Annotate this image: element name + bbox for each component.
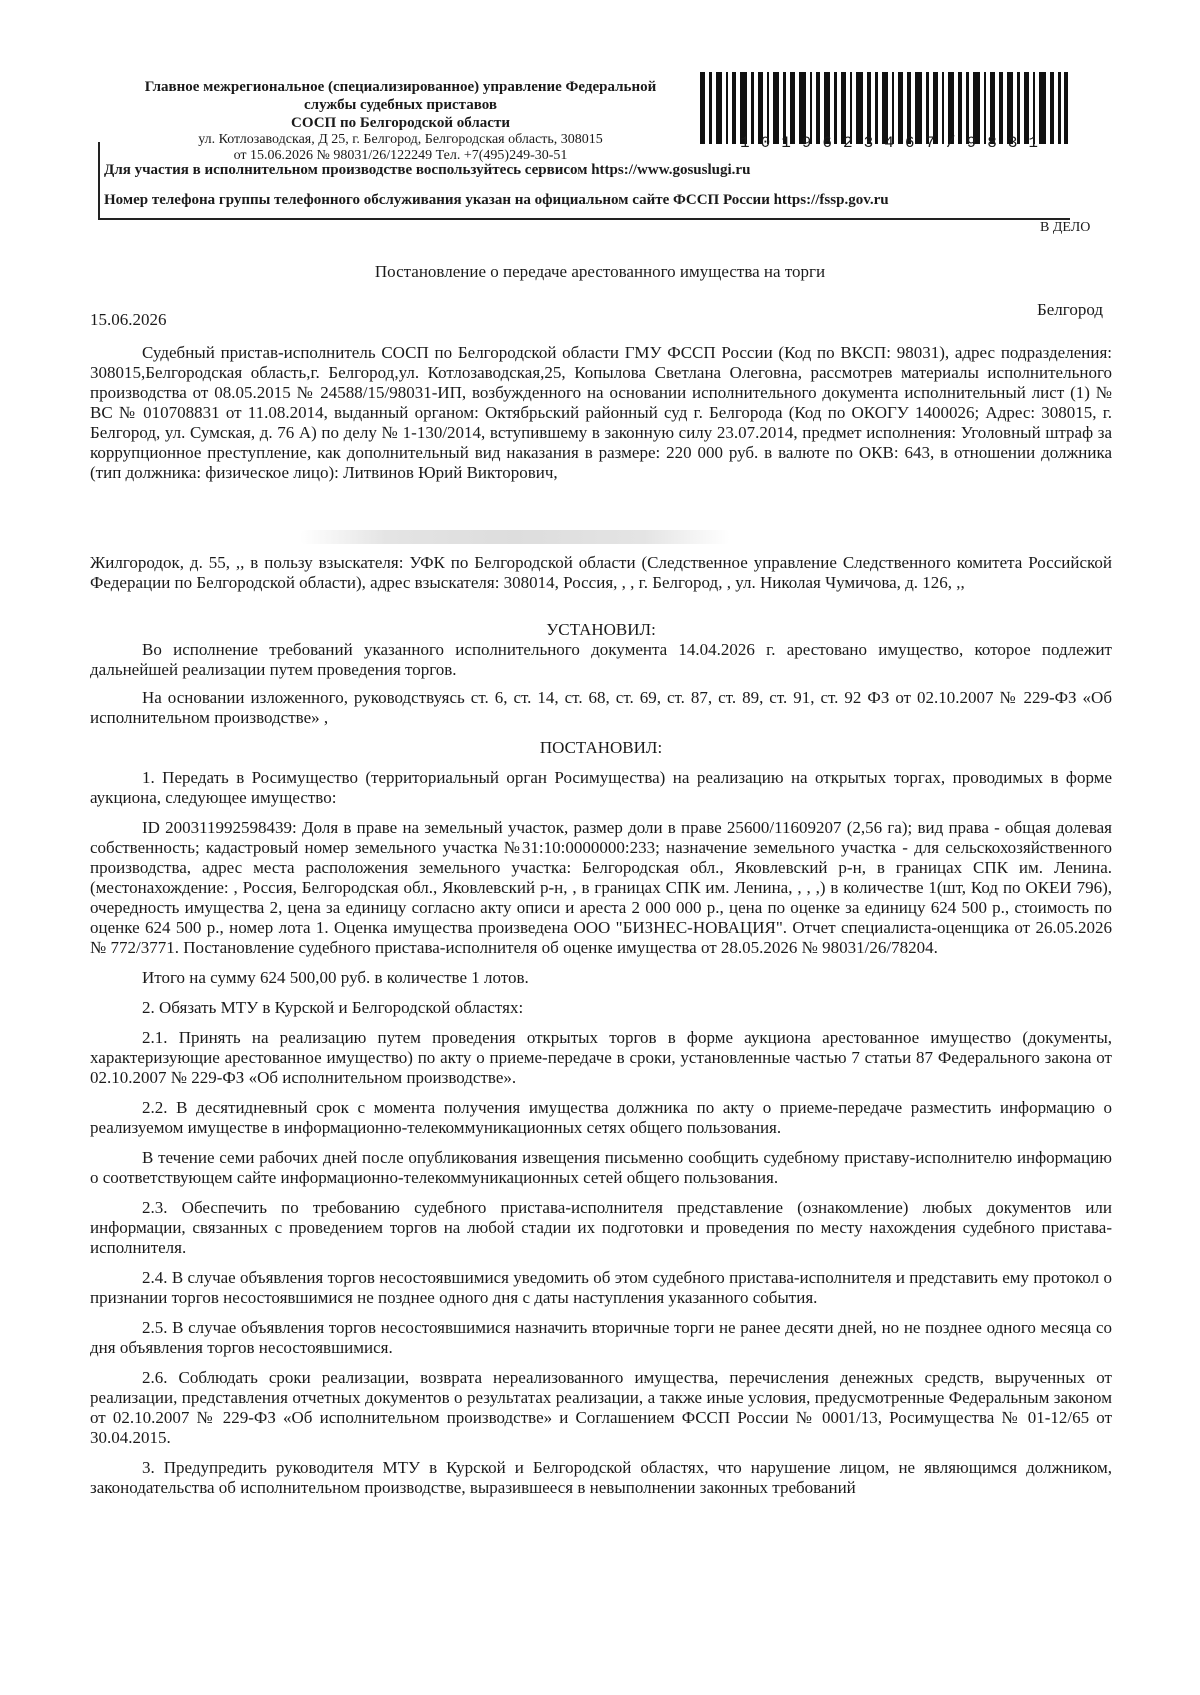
paragraph-2-6: 2.6. Соблюдать сроки реализации, возврата нереализованного имущества, перечисления денежных средств, вырученных от реализации, представления отчетных документов о результатах реализации, а также иные условия, предусмотренные Федеральным законом от 02.10.2007 № 229-ФЗ «Об исполнительном производстве» и Соглашением ФССП России № 0001/13, Росимущества № 01-12/65 от 30.04.2015. xyxy=(90,1368,1112,1447)
v-delo-mark: В ДЕЛО xyxy=(1040,220,1091,235)
total-line: Итого на сумму 624 500,00 руб. в количестве 1 лотов. xyxy=(142,968,529,987)
scan-smudge xyxy=(300,530,730,544)
issuer-address: ул. Котлозаводская, Д 25, г. Белгород, Белгородская область, 308015 xyxy=(198,132,603,147)
phone-note: Номер телефона группы телефонного обслуживания указан на официальном сайте ФССП России https://fssp.gov.ru xyxy=(104,192,889,208)
intro-cont-text: Жилгородок, д. 55, ,, в пользу взыскателя: УФК по Белгородской области (Следственное управление Следственного комитета Российской Федерации по Белгородской области), адрес взыскателя: 308014, Россия, , , г. Белгород, , ул. Николая Чумичова, д. 126, ,, xyxy=(90,553,1112,592)
postanovil-heading: ПОСТАНОВИЛ: xyxy=(539,738,663,757)
main-body xyxy=(90,620,1112,1498)
document-date: 15.06.2026 xyxy=(90,310,167,329)
paragraph-2: 2. Обязать МТУ в Курской и Белгородской областях: xyxy=(142,998,524,1017)
paragraph-2-1: 2.1. Принять на реализацию путем проведения открытых торгов в форме аукциона арестованное имущество (документы, характеризующие арестованное имущество) по акту о приеме-передаче в сроки, установленные частью 7 статьи 87 Федерального закона от 02.10.2007 № 229-ФЗ «Об исполнительном производстве». xyxy=(90,1028,1112,1087)
paragraph-2-4: 2.4. В случае объявления торгов несостоявшимися уведомить об этом судебного пристава-исполнителя и представить ему протокол о признании торгов несостоявшимися не позднее одного дня с даты наступления указанного события. xyxy=(90,1268,1112,1307)
ustanovil-heading: УСТАНОВИЛ: xyxy=(546,620,656,639)
gosuslugi-note: Для участия в исполнительном производстве воспользуйтесь сервисом https://www.gosuslugi.ru xyxy=(104,162,751,178)
paragraph-2-3: 2.3. Обеспечить по требованию судебного пристава-исполнителя представление (ознакомление) любых документов или информации, связанных с проведением торгов на любой стадии их подготовки и проведения по месту нахождения судебного пристава-исполнителя. xyxy=(90,1198,1112,1257)
paragraph-3: 3. Предупредить руководителя МТУ в Курской и Белгородской областях, что нарушение лицом, не являющимся должником, законодательства об исполнительном производстве, выразившееся в невыполнении законных требований xyxy=(90,1458,1112,1497)
paragraph-2-2: 2.2. В десятидневный срок с момента получения имущества должника по акту о приеме-передаче разместить информацию о реализуемом имуществе в информационно-телекоммуникационных сетях общего пользования. xyxy=(90,1098,1112,1137)
paragraph-2-5: 2.5. В случае объявления торгов несостоявшимися назначить вторичные торги не ранее десяти дней, но не позднее одного месяца со дня объявления торгов несостоявшимися. xyxy=(90,1318,1112,1357)
document-city: Белгород xyxy=(1037,300,1103,319)
issuer-org-line1: Главное межрегиональное (специализированное) управление Федеральной xyxy=(144,79,657,95)
property-description: ID 200311992598439: Доля в праве на земельный участок, размер доли в праве 25600/11609207 (2,56 га); вид права - общая долевая собственность; кадастровый номер земельного участка №31:10:0000000:233; назначение земельного участка - для сельскохозяйственного производства, адрес места расположения земельного участка: Белгородская обл., Яковлевский р-н, в границах СПК им. Ленина. (местонахождение: , Россия, Белгородская обл., Яковлевский р-н, , в границах СПК им. Ленина, , , ,) в количестве 1(шт, Код по ОКЕИ 796), очередность имущества 2, цена за единицу согласно акту описи и ареста 2 000 000 р., цена по оценке за единицу 624 500 р., стоимость по оценке 624 500 р., номер лота 1. Оценка имущества произведена ООО "БИЗНЕС-НОВАЦИЯ". Отчет специалиста-оценщика от 26.05.2026 № 772/3771. Постановление судебного пристава-исполнителя об оценке имущества от 28.05.2026 № 98031/26/78204. xyxy=(90,818,1112,957)
arrest-paragraph: Во исполнение требований указанного исполнительного документа 14.04.2026 г. арестовано имущество, которое подлежит дальнейшей реализации путем проведения торгов. xyxy=(90,640,1112,679)
intro-text: Судебный пристав-исполнитель СОСП по Белгородской области ГМУ ФССП России (Код по ВКСП: 98031), адрес подразделения: 308015,Белгородская область,г. Белгород,ул. Котлозаводская,25, Копылова Светлана Олеговна, рассмотрев материалы исполнительного производства от 08.05.2015 № 24588/15/98031-ИП, возбужденного на основании исполнительного документа исполнительный лист (1) № ВС № 010708831 от 11.08.2014, выданный органом: Октябрьский районный суд г. Белгорода (Код по ОКОГУ 1400026; Адрес: 308015, г. Белгород, ул. Сумская, д. 76 А) по делу № 1-130/2014, вступившему в законную силу 23.07.2014, предмет исполнения: Уголовный штраф за коррупционное преступление, как дополнительный вид наказания в размере: 220 000 руб. в валюте по ОКВ: 643, в отношении должника (тип должника: физическое лицо): Литвинов Юрий Викторович, xyxy=(90,343,1112,482)
intro-paragraph xyxy=(90,343,1112,483)
issuer-org-line3: СОСП по Белгородской области xyxy=(291,115,510,131)
issuer-org-line2: службы судебных приставов xyxy=(304,97,497,113)
basis-paragraph: На основании изложенного, руководствуясь ст. 6, ст. 14, ст. 68, ст. 69, ст. 87, ст. 89, ст. 91, ст. 92 ФЗ от 02.10.2007 № 229-ФЗ «Об исполнительном производстве» , xyxy=(90,688,1112,727)
intro-continuation xyxy=(90,553,1112,593)
document-header xyxy=(88,68,1068,220)
barcode-number: 1019623467/9831 xyxy=(740,134,1050,152)
paragraph-2-2b: В течение семи рабочих дней после опубликования извещения письменно сообщить судебному приставу-исполнителю информацию о соответствующем сайте информационно-телекоммуникационных сетей общего пользования. xyxy=(90,1148,1112,1187)
paragraph-1: 1. Передать в Росимущество (территориальный орган Росимущества) на реализацию на открытых торгах, проводимых в форме аукциона, следующее имущество: xyxy=(90,768,1112,807)
issuer-ref: от 15.06.2026 № 98031/26/122249 Тел. +7(495)249-30-51 xyxy=(233,148,568,163)
document-title: Постановление о передаче арестованного имущества на торги xyxy=(374,262,826,281)
issuer-block xyxy=(88,78,713,164)
